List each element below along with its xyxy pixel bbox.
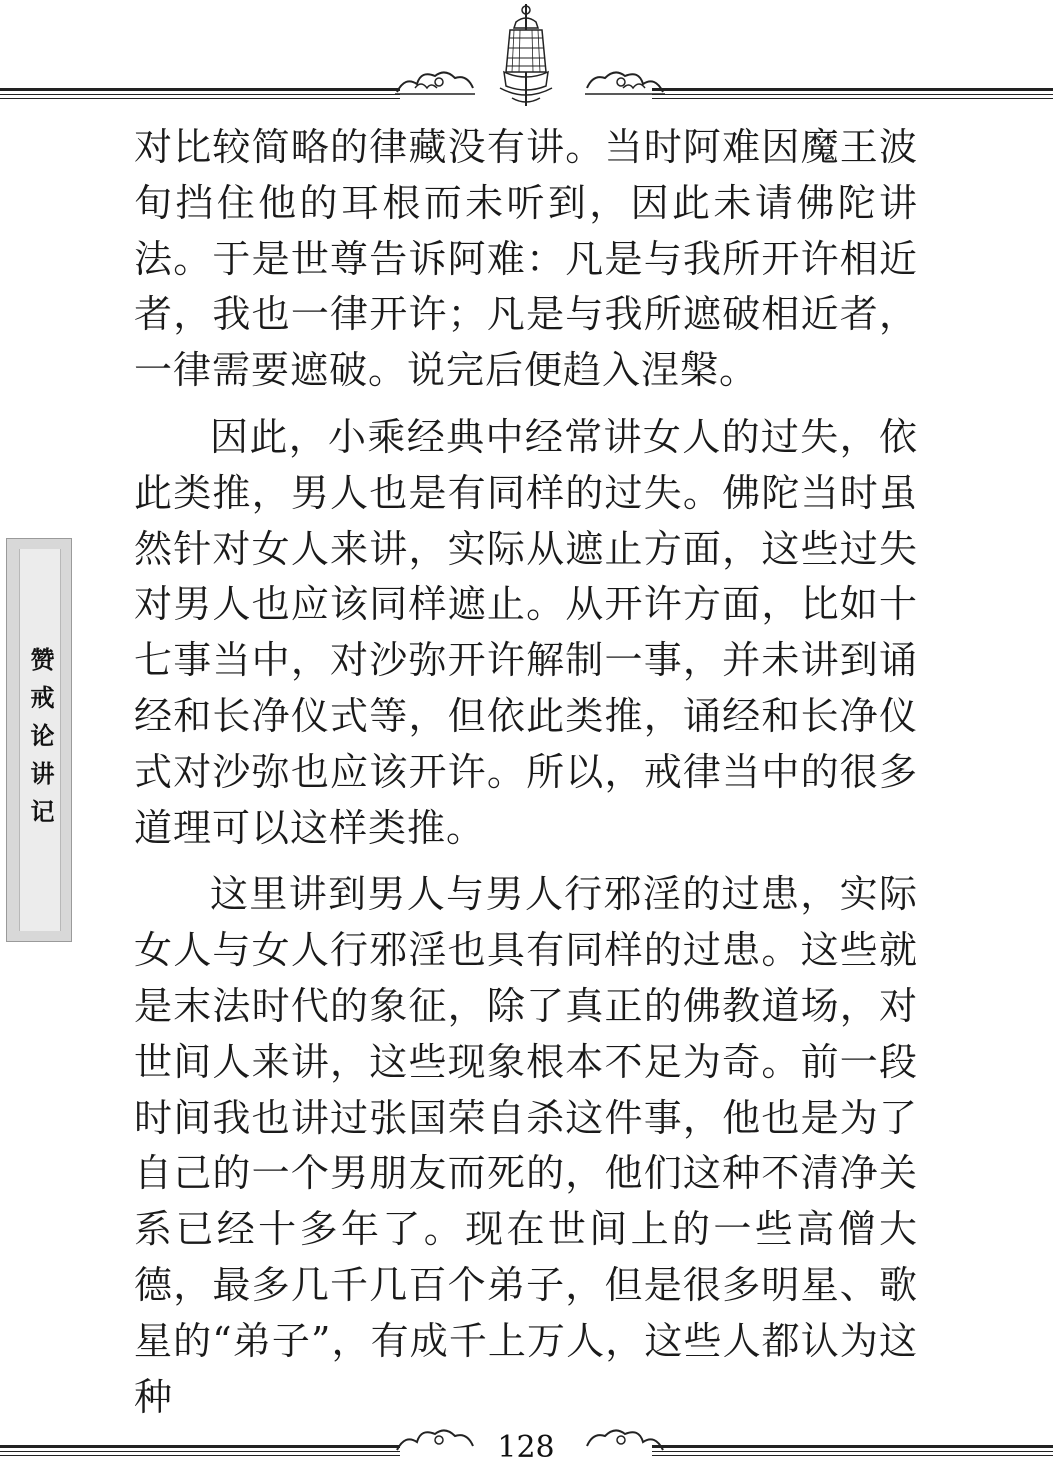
cloud-ornament-right <box>585 1424 665 1454</box>
side-tab <box>6 538 72 942</box>
victory-banner-icon <box>490 2 562 108</box>
cloud-ornament-left <box>395 66 475 96</box>
cloud-ornament-right <box>585 66 665 96</box>
cloud-ornament-left <box>395 1424 475 1454</box>
page-number: 128 <box>476 1428 576 1468</box>
paragraph: 这里讲到男人与男人行邪淫的过患，实际女人与女人行邪淫也具有同样的过患。这些就是末法时代的象征，除了真正的佛教道场，对世间人来讲，这些现象根本不足为奇。前一段时间我也讲过张国荣自杀这件事，他也是为了自己的一个男朋友而死的，他们这种不清净关系已经十多年了。现在世间上的一些高僧大德，最多几千几百个弟子，但是很多明星、歌星的“弟子”，有成千上万人，这些人都认为这种 <box>134 872 918 1419</box>
book-title-vertical: 赞戒论讲记 <box>26 647 55 837</box>
paragraph: 因此，小乘经典中经常讲女人的过失，依此类推，男人也是有同样的过失。佛陀当时虽然针对女人来讲，实际从遮止方面，这些过失对男人也应该同样遮止。从开许方面，比如十七事当中，对沙弥开许解制一事，并未讲到诵经和长净仪式等，但依此类推，诵经和长净仪式对沙弥也应该开许。所以，戒律当中的很多道理可以这样类推。 <box>134 414 918 850</box>
paragraph: 对比较简略的律藏没有讲。当时阿难因魔王波旬挡住他的耳根而未听到，因此未请佛陀讲法。于是世尊告诉阿难：凡是与我所开许相近者，我也一律开许；凡是与我所遮破相近者，一律需要遮破。说完后便趋入涅槃。 <box>134 125 918 393</box>
page-body <box>134 120 918 1436</box>
